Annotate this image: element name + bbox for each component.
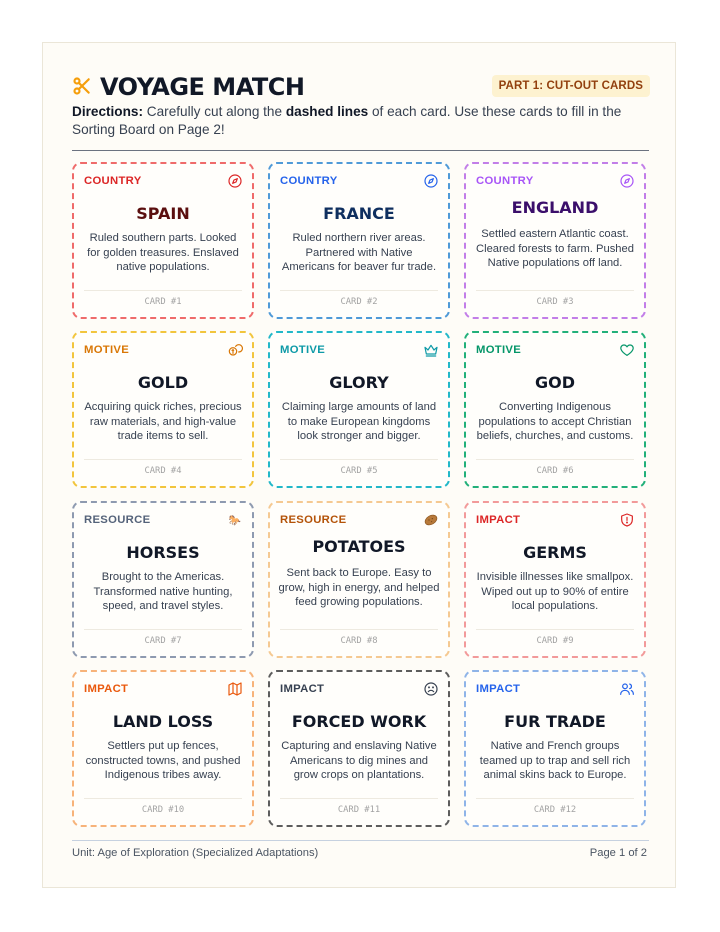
card-name: ENGLAND [511,198,599,217]
card-description: Converting Indigenous populations to accept Christian beliefs, churches, and customs. [476,401,634,443]
card-divider [280,290,438,291]
card-category: RESOURCE [84,514,151,526]
card-description: Invisible illnesses like smallpox. Wiped out up to 90% of entire local populations. [476,571,634,613]
directions [72,103,652,139]
card-category: IMPACT [476,514,521,526]
card-name: GERMS [523,543,587,562]
card-category: MOTIVE [476,344,522,356]
card-number: CARD #11 [337,805,381,815]
card-divider [84,290,242,291]
card-divider [280,798,438,799]
unit-label: Unit: Age of Exploration (Specialized Adaptations) [72,847,319,859]
card-category: COUNTRY [84,175,142,187]
compass-icon [423,173,439,189]
card-divider [280,459,438,460]
card-category: IMPACT [476,683,521,695]
card-category: IMPACT [280,683,325,695]
card-category: MOTIVE [84,344,130,356]
card-description: Sent back to Europe. Easy to grow, high in energy, and helped feed growing populations. [278,567,440,609]
card-name: HORSES [126,543,200,562]
card-divider [476,290,634,291]
top-divider [72,150,649,151]
card-number: CARD #6 [536,466,574,476]
card-divider [280,629,438,630]
cutout-card [464,162,646,319]
svg-text:🐎: 🐎 [228,515,242,527]
cutout-card [72,162,254,319]
card-divider [476,798,634,799]
card-name: FRANCE [323,204,395,223]
card-number: CARD #9 [536,636,574,646]
potato-icon [423,512,439,528]
card-description: Ruled southern parts. Looked for golden treasures. Enslaved native populations. [87,232,239,274]
card-divider [476,629,634,630]
directions-text-1: Carefully cut along the [143,104,286,119]
card-name: FORCED WORK [291,712,427,731]
card-description: Ruled northern river areas. Partnered with Native Americans for beaver fur trade. [281,232,437,274]
header [72,73,650,99]
cutout-card [72,501,254,658]
cutout-card [464,501,646,658]
frown-icon [423,681,439,697]
card-category: COUNTRY [476,175,534,187]
compass-icon [619,173,635,189]
cutout-card [268,162,450,319]
card-category: IMPACT [84,683,129,695]
shield-alert-icon [619,512,635,528]
cutout-card [464,670,646,827]
card-name: GOLD [137,373,189,392]
card-number: CARD #5 [340,466,378,476]
card-name: GOD [534,373,575,392]
crown-icon [423,342,439,358]
card-description: Native and French groups teamed up to trap and sell rich animal skins back to Europe. [479,740,631,782]
card-number: CARD #1 [144,297,182,307]
card-name: SPAIN [136,204,190,223]
cutout-card [464,331,646,488]
card-number: CARD #12 [533,805,577,815]
cutout-card [72,331,254,488]
page-number: Page 1 of 2 [589,847,647,859]
card-divider [84,798,242,799]
directions-emphasis: dashed lines [285,104,369,119]
directions-lead: Directions: [72,104,144,119]
directions-text-2: of each card. Use these cards to fill in the Sorting Board on Page 2! [72,104,622,137]
compass-icon [227,173,243,189]
part-badge: PART 1: CUT-OUT CARDS [492,75,650,97]
card-divider [84,459,242,460]
page-title: VOYAGE MATCH [100,73,305,101]
card-name: GLORY [329,373,389,392]
coins-icon [227,342,243,358]
users-icon [619,681,635,697]
card-number: CARD #2 [340,297,378,307]
map-icon [227,681,243,697]
card-description: Claiming large amounts of land to make European kingdoms look stronger and bigger. [281,401,437,443]
card-name: LAND LOSS [112,712,214,731]
card-name: POTATOES [312,537,406,556]
card-description: Acquiring quick riches, precious raw materials, and high-value trade items to sell. [84,401,242,443]
heart-icon [619,342,635,358]
cutout-card [72,670,254,827]
worksheet [42,42,676,888]
card-number: CARD #8 [340,636,378,646]
cutout-card [268,501,450,658]
card-category: RESOURCE [280,514,347,526]
bottom-divider [72,840,649,841]
card-category: MOTIVE [280,344,326,356]
card-number: CARD #7 [144,636,182,646]
card-number: CARD #10 [141,805,185,815]
card-description: Settlers put up fences, constructed towns, and pushed Indigenous tribes away. [85,740,241,782]
card-description: Brought to the Americas. Transformed native hunting, speed, and travel styles. [93,571,233,613]
card-name: FUR TRADE [504,712,606,731]
horse-icon [227,512,243,528]
card-divider [84,629,242,630]
card-number: CARD #4 [144,466,182,476]
card-description: Capturing and enslaving Native Americans to dig mines and grow crops on plantations. [281,740,437,782]
cutout-card [268,670,450,827]
card-category: COUNTRY [280,175,338,187]
card-description: Settled eastern Atlantic coast. Cleared forests to farm. Pushed Native populations off land. [476,228,634,270]
cutout-card [268,331,450,488]
scissors-icon [72,76,92,96]
card-number: CARD #3 [536,297,574,307]
card-divider [476,459,634,460]
